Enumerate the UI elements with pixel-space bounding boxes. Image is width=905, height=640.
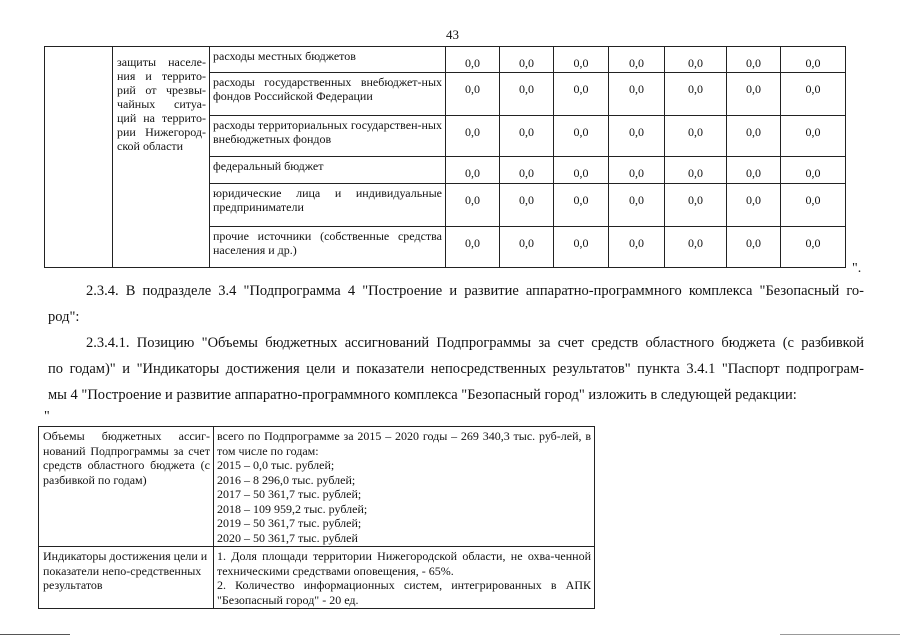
value-cell: 0,0 (665, 157, 727, 184)
page-number: 43 (446, 27, 459, 42)
value-cell: 0,0 (727, 47, 781, 73)
value-cell: 0,0 (500, 73, 554, 116)
value-cell: 0,0 (500, 116, 554, 157)
value-cell: 0,0 (727, 116, 781, 157)
goal-line: рии Нижегород- (117, 125, 206, 139)
goal-line: чайных ситуа- (117, 97, 206, 111)
value-cell: 0,0 (665, 47, 727, 73)
value-cell: 0,0 (554, 116, 609, 157)
value-cell: 0,0 (781, 47, 846, 73)
value-cell: 0,0 (500, 227, 554, 268)
budget-years-list (217, 458, 591, 545)
value-cell: 0,0 (446, 47, 500, 73)
budget-year-item: 2015 – 0,0 тыс. рублей; (217, 458, 335, 472)
finance-sources-table (44, 46, 846, 268)
value-cell: 0,0 (446, 184, 500, 227)
value-cell: 0,0 (609, 47, 665, 73)
footer-rule (0, 634, 70, 635)
value-cell: 0,0 (609, 73, 665, 116)
value-cell: 0,0 (665, 184, 727, 227)
value-cell: 0,0 (554, 47, 609, 73)
budget-year-item: 2020 – 50 361,7 тыс. рублей (217, 530, 358, 545)
source-cell: юридические лица и индивидуальные предприниматели (210, 184, 446, 227)
table-row (45, 47, 846, 73)
value-cell: 0,0 (609, 184, 665, 227)
indicators-label-cell (39, 547, 214, 609)
value-cell: 0,0 (781, 184, 846, 227)
goal-cell (113, 47, 210, 268)
value-cell: 0,0 (665, 116, 727, 157)
value-cell: 0,0 (446, 157, 500, 184)
source-cell: расходы территориальных государствен-ных внебюджетных фондов (210, 116, 446, 157)
value-cell: 0,0 (500, 47, 554, 73)
value-cell: 0,0 (554, 227, 609, 268)
value-cell: 0,0 (781, 157, 846, 184)
source-cell: федеральный бюджет (210, 157, 446, 184)
value-cell: 0,0 (665, 227, 727, 268)
source-cell: прочие источники (собственные средства населения и др.) (210, 227, 446, 268)
passport-table (38, 426, 595, 609)
goal-line: ской области (117, 139, 184, 153)
value-cell: 0,0 (609, 116, 665, 157)
value-cell: 0,0 (446, 227, 500, 268)
value-cell: 0,0 (727, 227, 781, 268)
paragraph-line: по годам)" и "Индикаторы достижения цели и показатели непосредственных результатов" пункта 3.4.1 "Паспорт подпрограм- (48, 361, 864, 377)
paragraph-2-3-4 (48, 278, 864, 330)
budget-values-cell (214, 427, 595, 547)
empty-cell (45, 47, 113, 268)
value-cell: 0,0 (727, 157, 781, 184)
paragraph-line: род": (48, 309, 80, 325)
value-cell: 0,0 (609, 227, 665, 268)
indicator-item: 2. Количество информационных систем, интегрированных в АПК "Безопасный город" - 20 ед. (217, 578, 591, 607)
budget-label: Объемы бюджетных ассиг-нований Подпрограммы за счет средств областного бюджета (с разбивкой по годам) (43, 429, 210, 487)
paragraph-line: 2.3.4.1. Позицию "Объемы бюджетных ассигнований Подпрограммы за счет средств областного бюджета (с разбивкой (86, 335, 864, 351)
indicators-label: Индикаторы достижения цели и показатели непо-средственных результатов (43, 549, 208, 592)
value-cell: 0,0 (727, 184, 781, 227)
value-cell: 0,0 (554, 73, 609, 116)
paragraph-line: 2.3.4. В подразделе 3.4 "Подпрограмма 4 "Построение и развитие аппаратно-программного комплекса "Безопасный го- (86, 283, 864, 299)
footer-rule-right (780, 634, 900, 635)
paragraph-line: мы 4 "Построение и развитие аппаратно-программного комплекса "Безопасный город" изложить в следующей редакции: (48, 387, 797, 403)
goal-line: ций на террито- (117, 111, 206, 125)
paragraph-2-3-4-1 (48, 330, 864, 408)
value-cell: 0,0 (554, 157, 609, 184)
goal-line: защиты населе- (117, 55, 206, 69)
opening-quote: " (44, 409, 50, 424)
value-cell: 0,0 (665, 73, 727, 116)
value-cell: 0,0 (554, 184, 609, 227)
value-cell: 0,0 (727, 73, 781, 116)
indicators-values-cell (214, 547, 595, 609)
budget-year-item: 2016 – 8 296,0 тыс. рублей; (217, 472, 356, 487)
value-cell: 0,0 (500, 184, 554, 227)
budget-total: всего по Подпрограмме за 2015 – 2020 годы – 269 340,3 тыс. руб-лей, в том числе по годам: (217, 429, 591, 458)
closing-quote: ". (852, 261, 862, 276)
table-row (39, 547, 595, 609)
goal-line: рий от чрезвы- (117, 83, 206, 97)
value-cell: 0,0 (500, 157, 554, 184)
budget-year-item: 2017 – 50 361,7 тыс. рублей; (217, 487, 362, 501)
budget-year-item: 2019 – 50 361,7 тыс. рублей; (217, 516, 362, 530)
table-row (39, 427, 595, 547)
value-cell: 0,0 (609, 157, 665, 184)
budget-label-cell (39, 427, 214, 547)
value-cell: 0,0 (781, 227, 846, 268)
source-cell: расходы государственных внебюджет-ных фондов Российской Федерации (210, 73, 446, 116)
indicator-item: 1. Доля площади территории Нижегородской области, не охва-ченной техническими средствами оповещения, - 65%. (217, 549, 591, 578)
value-cell: 0,0 (446, 116, 500, 157)
value-cell: 0,0 (781, 116, 846, 157)
budget-year-item: 2018 – 109 959,2 тыс. рублей; (217, 501, 368, 516)
source-cell: расходы местных бюджетов (210, 47, 446, 73)
value-cell: 0,0 (781, 73, 846, 116)
value-cell: 0,0 (446, 73, 500, 116)
goal-line: ния и террито- (117, 69, 206, 83)
